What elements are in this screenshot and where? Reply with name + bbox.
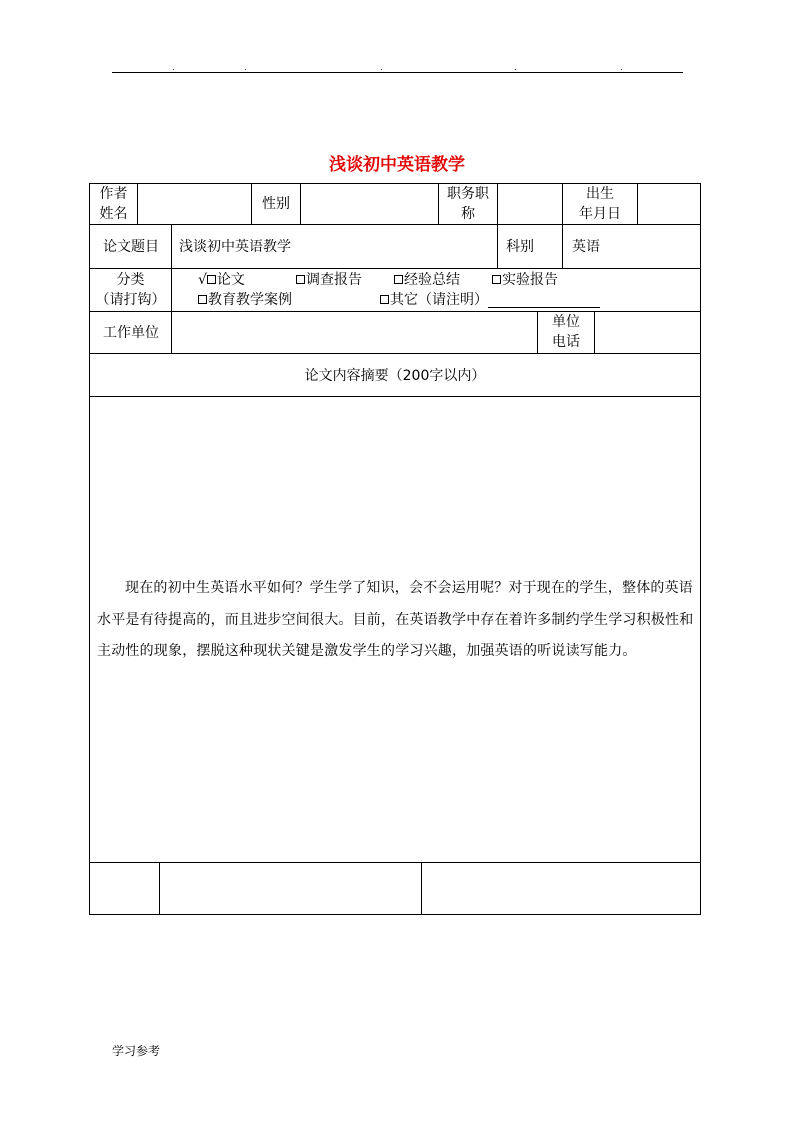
checkbox-icon [198, 295, 207, 304]
gender-value-cell[interactable] [300, 183, 439, 225]
paper-title-label-cell [89, 224, 172, 269]
author-label: 作者 姓名 [99, 186, 128, 222]
unit-phone-label-cell [537, 311, 595, 354]
position-label-cell [438, 183, 498, 225]
paper-title-value: 浅谈初中英语教学 [179, 239, 291, 255]
subject-label-cell [497, 224, 563, 269]
document-title: 浅谈初中英语教学 [329, 155, 465, 175]
work-unit-label-cell [89, 311, 172, 354]
header-rule [112, 72, 683, 73]
paper-title-value-cell[interactable] [171, 224, 498, 269]
category-options-cell [171, 268, 701, 312]
check-mark-icon: √ [198, 272, 207, 288]
category-option-experience[interactable] [394, 270, 460, 290]
checkbox-icon [380, 295, 389, 304]
abstract-heading-cell [89, 353, 701, 397]
other-specify-blank[interactable] [488, 293, 600, 308]
work-unit-label: 工作单位 [103, 325, 159, 341]
header-dot: . [514, 63, 517, 72]
position-label: 职务职 称 [447, 186, 489, 222]
subject-value-cell[interactable] [562, 224, 701, 269]
checkbox-icon [492, 275, 501, 284]
gender-label-cell [251, 183, 301, 225]
category-option-experiment[interactable] [492, 270, 558, 290]
footer-text: 学习参考 [112, 1044, 161, 1058]
header-dot: . [620, 63, 623, 72]
category-label-cell [89, 268, 172, 312]
gender-label: 性别 [262, 196, 290, 212]
author-value-cell[interactable] [137, 183, 252, 225]
bottom-cell-3 [421, 862, 701, 915]
paper-title-label: 论文题目 [103, 239, 159, 255]
header-dot: . [172, 63, 175, 72]
category-option-label: 其它（请注明） [390, 292, 488, 308]
category-option-case[interactable] [198, 290, 292, 310]
birth-label-cell [562, 183, 638, 225]
header-dot: . [380, 63, 383, 72]
checkbox-icon [296, 275, 305, 284]
author-label-cell [89, 183, 138, 225]
abstract-text: 现在的初中生英语水平如何？学生学了知识，会不会运用呢？对于现在的学生，整体的英语水平是有待提高的，而且进步空间很大。目前，在英语教学中存在着许多制约学生学习积极性和主动性的现象，摆脱这种现状关键是激发学生的学习兴趣，加强英语的听说读写能力。 [97, 580, 694, 659]
category-label: 分类 （请打钩） [95, 272, 166, 308]
checkbox-icon [394, 275, 403, 284]
abstract-heading: 论文内容摘要（200字以内） [304, 368, 486, 384]
category-option-survey[interactable] [296, 270, 362, 290]
category-option-other[interactable] [380, 290, 600, 310]
checkbox-icon [207, 275, 216, 284]
category-option-label: 教育教学案例 [208, 292, 292, 308]
birth-label: 出生 年月日 [579, 186, 621, 222]
subject-value: 英语 [572, 239, 600, 255]
birth-value-cell[interactable] [637, 183, 701, 225]
work-unit-value-cell[interactable] [171, 311, 538, 354]
category-option-label: 调查报告 [306, 272, 362, 288]
unit-phone-label: 单位 电话 [552, 314, 580, 350]
bottom-cell-1 [89, 862, 160, 915]
subject-label: 科别 [506, 239, 534, 255]
header-dot: . [244, 63, 247, 72]
position-value-cell[interactable] [497, 183, 563, 225]
bottom-cell-2 [159, 862, 422, 915]
unit-phone-value-cell[interactable] [594, 311, 701, 354]
category-option-label: 论文 [216, 272, 245, 288]
category-option-label: 实验报告 [502, 272, 558, 288]
category-option-label: 经验总结 [404, 272, 460, 288]
category-option-paper[interactable] [198, 270, 245, 290]
